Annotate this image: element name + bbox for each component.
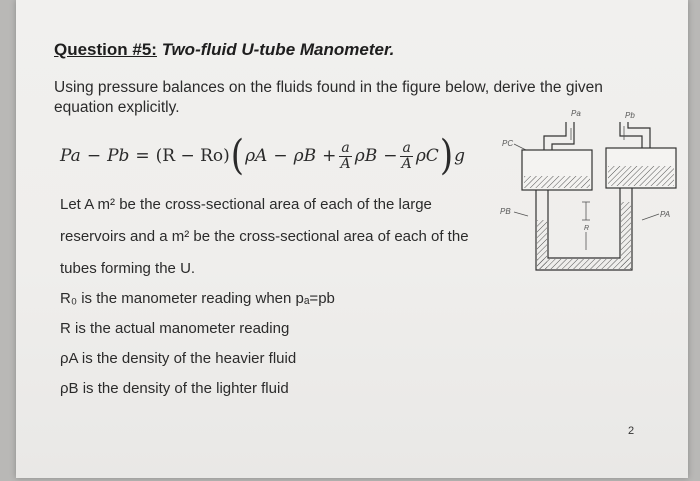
leader-pA [642,214,659,220]
intro-paragraph: Using pressure balances on the fluids found in the figure below, derive the given equation explicitly. [54,79,603,116]
eq-minus: − [86,146,102,166]
label-pb: Pb [625,111,635,120]
label-pA: PA [660,210,671,219]
eq-rho-b: ρB [293,146,317,166]
question-number: Question #5: [54,40,157,59]
definition-line-1: Let A m² be the cross-sectional area of each of the large [60,196,432,213]
label-pc: PC [502,139,514,148]
equation [60,134,465,178]
eq-g: g [454,146,465,166]
eq-close-paren: ) [439,132,454,180]
pipe-right [620,122,642,148]
eq-fraction-2: $\frac{a}{A}$ [401,139,412,172]
eq-rho-a: ρA [245,146,268,166]
label-pB: PB [500,207,511,216]
definition-line-4: R₀ is the manometer reading when pₐ=pb [60,290,335,307]
label-r: R [584,225,590,232]
question-title [54,40,394,60]
pipe-left [544,122,566,150]
eq-equals: = [135,146,150,166]
eq-minus-2: − [273,146,288,166]
question-heading: Two-fluid U-tube Manometer. [161,40,395,59]
eq-rho-c: ρC [415,146,439,166]
eq-pa: Pa [60,146,81,166]
label-pa: Pa [571,109,581,118]
eq-minus-3: − [383,146,398,166]
eq-open-paren: ( [230,132,245,180]
page-number: 2 [628,425,635,437]
document-page [16,0,688,478]
definition-line-5: R is the actual manometer reading [60,320,290,337]
definition-line-6: ρA is the density of the heavier fluid [60,350,297,367]
definition-line-2: reservoirs and a m² be the cross-sectional area of each of the [60,228,469,245]
eq-rho-b-2: ρB [354,146,378,166]
definition-line-3: tubes forming the U. [60,260,196,277]
leader-pc [514,144,526,150]
definition-line-7: ρB is the density of the lighter fluid [60,380,289,397]
eq-r-term: (R − Ro) [155,146,230,166]
eq-fraction-1: $\frac{a}{A}$ [340,139,351,172]
eq-pb: Pb [107,146,130,166]
manometer-diagram [482,100,682,280]
eq-plus: + [322,146,337,166]
leader-pB [514,212,528,216]
